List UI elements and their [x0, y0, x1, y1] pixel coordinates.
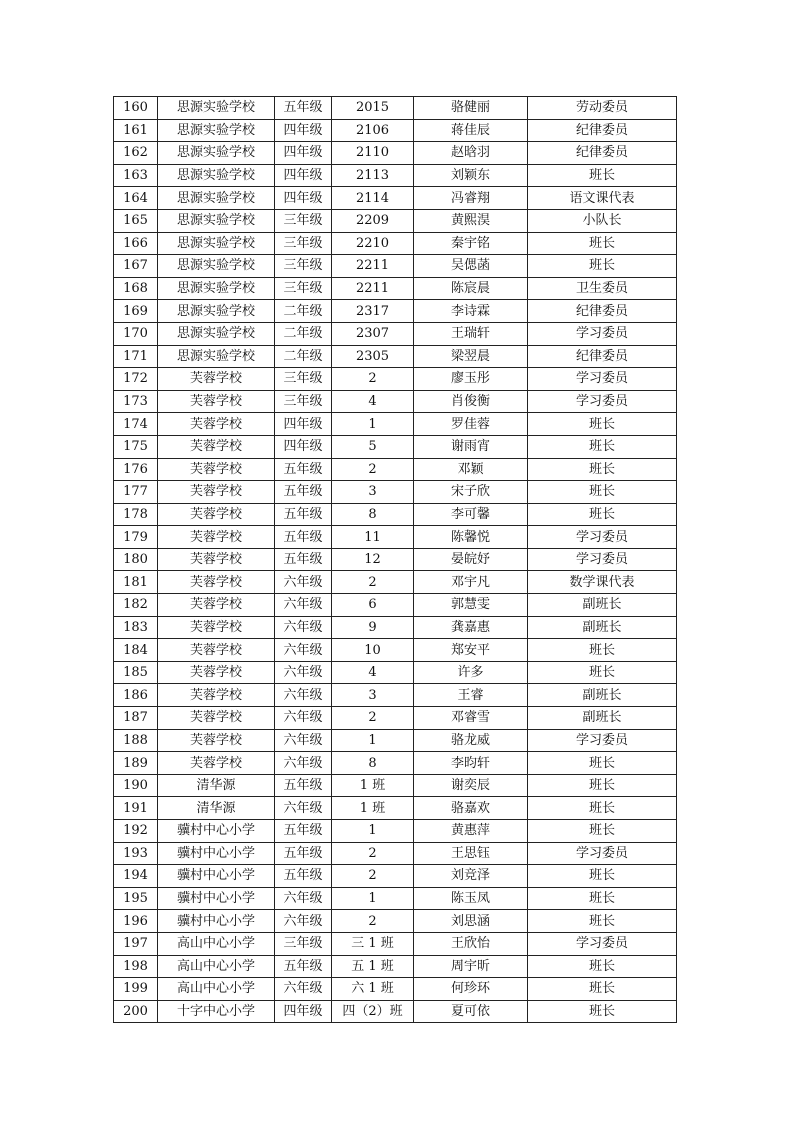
student-name-cell: 赵晗羽	[414, 142, 528, 165]
grade-cell: 四年级	[275, 164, 332, 187]
position-cell: 班长	[528, 887, 677, 910]
grade-cell: 五年级	[275, 458, 332, 481]
student-name-cell: 郭慧雯	[414, 594, 528, 617]
student-name-cell: 刘思涵	[414, 910, 528, 933]
class-cell: 1	[332, 729, 414, 752]
school-cell: 芙蓉学校	[158, 707, 275, 730]
class-cell: 1	[332, 413, 414, 436]
row-number-cell: 168	[114, 277, 158, 300]
grade-cell: 五年级	[275, 481, 332, 504]
grade-cell: 六年级	[275, 729, 332, 752]
class-cell: 2210	[332, 232, 414, 255]
school-cell: 芙蓉学校	[158, 503, 275, 526]
class-cell: 8	[332, 503, 414, 526]
student-name-cell: 陈馨悦	[414, 526, 528, 549]
position-cell: 学习委员	[528, 322, 677, 345]
row-number-cell: 162	[114, 142, 158, 165]
student-name-cell: 夏可依	[414, 1000, 528, 1023]
row-number-cell: 196	[114, 910, 158, 933]
class-cell: 2211	[332, 277, 414, 300]
position-cell: 学习委员	[528, 526, 677, 549]
school-cell: 思源实验学校	[158, 255, 275, 278]
school-cell: 思源实验学校	[158, 322, 275, 345]
class-cell: 2	[332, 458, 414, 481]
student-name-cell: 王思钰	[414, 842, 528, 865]
school-cell: 思源实验学校	[158, 97, 275, 120]
position-cell: 劳动委员	[528, 97, 677, 120]
table-row	[114, 390, 677, 413]
grade-cell: 五年级	[275, 820, 332, 843]
position-cell: 纪律委员	[528, 345, 677, 368]
student-name-cell: 廖玉彤	[414, 368, 528, 391]
row-number-cell: 165	[114, 209, 158, 232]
school-cell: 芙蓉学校	[158, 661, 275, 684]
grade-cell: 五年级	[275, 842, 332, 865]
grade-cell: 三年级	[275, 368, 332, 391]
school-cell: 骥村中心小学	[158, 910, 275, 933]
position-cell: 班长	[528, 661, 677, 684]
grade-cell: 四年级	[275, 435, 332, 458]
school-cell: 芙蓉学校	[158, 616, 275, 639]
student-roster-table	[113, 96, 677, 1023]
grade-cell: 六年级	[275, 571, 332, 594]
student-name-cell: 邓睿雪	[414, 707, 528, 730]
table-row	[114, 322, 677, 345]
table-row	[114, 616, 677, 639]
student-name-cell: 冯睿翔	[414, 187, 528, 210]
student-name-cell: 吴偲菡	[414, 255, 528, 278]
student-name-cell: 黄惠萍	[414, 820, 528, 843]
class-cell: 2307	[332, 322, 414, 345]
position-cell: 班长	[528, 458, 677, 481]
position-cell: 学习委员	[528, 729, 677, 752]
student-name-cell: 蒋佳辰	[414, 119, 528, 142]
table-row	[114, 774, 677, 797]
class-cell: 12	[332, 548, 414, 571]
school-cell: 思源实验学校	[158, 119, 275, 142]
class-cell: 五 1 班	[332, 955, 414, 978]
row-number-cell: 180	[114, 548, 158, 571]
row-number-cell: 161	[114, 119, 158, 142]
grade-cell: 六年级	[275, 797, 332, 820]
student-name-cell: 邓颖	[414, 458, 528, 481]
row-number-cell: 166	[114, 232, 158, 255]
row-number-cell: 188	[114, 729, 158, 752]
class-cell: 2	[332, 842, 414, 865]
school-cell: 十字中心小学	[158, 1000, 275, 1023]
school-cell: 清华源	[158, 774, 275, 797]
table-row	[114, 820, 677, 843]
row-number-cell: 182	[114, 594, 158, 617]
class-cell: 2114	[332, 187, 414, 210]
student-name-cell: 王瑞轩	[414, 322, 528, 345]
grade-cell: 五年级	[275, 526, 332, 549]
grade-cell: 二年级	[275, 345, 332, 368]
position-cell: 学习委员	[528, 368, 677, 391]
class-cell: 1	[332, 820, 414, 843]
table-row	[114, 842, 677, 865]
grade-cell: 三年级	[275, 277, 332, 300]
position-cell: 学习委员	[528, 548, 677, 571]
class-cell: 5	[332, 435, 414, 458]
school-cell: 骥村中心小学	[158, 887, 275, 910]
row-number-cell: 189	[114, 752, 158, 775]
position-cell: 班长	[528, 255, 677, 278]
school-cell: 芙蓉学校	[158, 368, 275, 391]
position-cell: 副班长	[528, 707, 677, 730]
position-cell: 纪律委员	[528, 119, 677, 142]
position-cell: 数学课代表	[528, 571, 677, 594]
position-cell: 班长	[528, 978, 677, 1001]
row-number-cell: 164	[114, 187, 158, 210]
row-number-cell: 185	[114, 661, 158, 684]
class-cell: 4	[332, 661, 414, 684]
student-name-cell: 刘竞泽	[414, 865, 528, 888]
class-cell: 2317	[332, 300, 414, 323]
row-number-cell: 163	[114, 164, 158, 187]
class-cell: 2015	[332, 97, 414, 120]
grade-cell: 三年级	[275, 209, 332, 232]
student-name-cell: 李可馨	[414, 503, 528, 526]
position-cell: 学习委员	[528, 932, 677, 955]
class-cell: 2305	[332, 345, 414, 368]
school-cell: 芙蓉学校	[158, 413, 275, 436]
row-number-cell: 167	[114, 255, 158, 278]
grade-cell: 五年级	[275, 97, 332, 120]
table-row	[114, 729, 677, 752]
school-cell: 芙蓉学校	[158, 481, 275, 504]
school-cell: 骥村中心小学	[158, 865, 275, 888]
class-cell: 三 1 班	[332, 932, 414, 955]
grade-cell: 六年级	[275, 616, 332, 639]
school-cell: 芙蓉学校	[158, 526, 275, 549]
position-cell: 纪律委员	[528, 142, 677, 165]
row-number-cell: 198	[114, 955, 158, 978]
position-cell: 学习委员	[528, 842, 677, 865]
table-row	[114, 187, 677, 210]
school-cell: 高山中心小学	[158, 955, 275, 978]
row-number-cell: 194	[114, 865, 158, 888]
school-cell: 思源实验学校	[158, 187, 275, 210]
table-row	[114, 97, 677, 120]
table-row	[114, 707, 677, 730]
class-cell: 8	[332, 752, 414, 775]
row-number-cell: 169	[114, 300, 158, 323]
position-cell: 卫生委员	[528, 277, 677, 300]
school-cell: 芙蓉学校	[158, 639, 275, 662]
grade-cell: 六年级	[275, 684, 332, 707]
table-row	[114, 955, 677, 978]
position-cell: 班长	[528, 232, 677, 255]
school-cell: 骥村中心小学	[158, 842, 275, 865]
position-cell: 班长	[528, 639, 677, 662]
class-cell: 2211	[332, 255, 414, 278]
student-name-cell: 谢雨宵	[414, 435, 528, 458]
table-row	[114, 571, 677, 594]
table-row	[114, 458, 677, 481]
table-row	[114, 345, 677, 368]
class-cell: 3	[332, 684, 414, 707]
table-row	[114, 368, 677, 391]
grade-cell: 六年级	[275, 639, 332, 662]
class-cell: 4	[332, 390, 414, 413]
table-row	[114, 164, 677, 187]
position-cell: 班长	[528, 797, 677, 820]
position-cell: 副班长	[528, 594, 677, 617]
position-cell: 班长	[528, 774, 677, 797]
position-cell: 班长	[528, 164, 677, 187]
grade-cell: 五年级	[275, 548, 332, 571]
grade-cell: 六年级	[275, 910, 332, 933]
class-cell: 六 1 班	[332, 978, 414, 1001]
grade-cell: 六年级	[275, 978, 332, 1001]
row-number-cell: 197	[114, 932, 158, 955]
position-cell: 纪律委员	[528, 300, 677, 323]
student-name-cell: 罗佳蓉	[414, 413, 528, 436]
table-row	[114, 503, 677, 526]
class-cell: 2110	[332, 142, 414, 165]
grade-cell: 四年级	[275, 142, 332, 165]
table-row	[114, 119, 677, 142]
school-cell: 思源实验学校	[158, 142, 275, 165]
table-row	[114, 932, 677, 955]
row-number-cell: 199	[114, 978, 158, 1001]
grade-cell: 四年级	[275, 119, 332, 142]
student-name-cell: 刘颖东	[414, 164, 528, 187]
grade-cell: 六年级	[275, 707, 332, 730]
table-row	[114, 277, 677, 300]
student-name-cell: 王欣怡	[414, 932, 528, 955]
roster-table-body	[114, 97, 677, 1023]
school-cell: 清华源	[158, 797, 275, 820]
position-cell: 班长	[528, 955, 677, 978]
school-cell: 思源实验学校	[158, 277, 275, 300]
grade-cell: 三年级	[275, 232, 332, 255]
row-number-cell: 195	[114, 887, 158, 910]
school-cell: 思源实验学校	[158, 345, 275, 368]
table-row	[114, 752, 677, 775]
grade-cell: 三年级	[275, 390, 332, 413]
row-number-cell: 177	[114, 481, 158, 504]
row-number-cell: 187	[114, 707, 158, 730]
table-row	[114, 661, 677, 684]
row-number-cell: 191	[114, 797, 158, 820]
school-cell: 思源实验学校	[158, 164, 275, 187]
grade-cell: 四年级	[275, 187, 332, 210]
student-name-cell: 骆嘉欢	[414, 797, 528, 820]
grade-cell: 二年级	[275, 322, 332, 345]
row-number-cell: 200	[114, 1000, 158, 1023]
position-cell: 副班长	[528, 616, 677, 639]
school-cell: 骥村中心小学	[158, 820, 275, 843]
school-cell: 思源实验学校	[158, 300, 275, 323]
class-cell: 10	[332, 639, 414, 662]
row-number-cell: 184	[114, 639, 158, 662]
row-number-cell: 170	[114, 322, 158, 345]
student-name-cell: 郑安平	[414, 639, 528, 662]
row-number-cell: 192	[114, 820, 158, 843]
student-name-cell: 王睿	[414, 684, 528, 707]
row-number-cell: 171	[114, 345, 158, 368]
school-cell: 芙蓉学校	[158, 435, 275, 458]
class-cell: 9	[332, 616, 414, 639]
grade-cell: 四年级	[275, 413, 332, 436]
student-name-cell: 骆龙威	[414, 729, 528, 752]
school-cell: 芙蓉学校	[158, 752, 275, 775]
table-row	[114, 978, 677, 1001]
row-number-cell: 181	[114, 571, 158, 594]
grade-cell: 五年级	[275, 774, 332, 797]
class-cell: 2113	[332, 164, 414, 187]
table-row	[114, 1000, 677, 1023]
table-row	[114, 526, 677, 549]
student-name-cell: 陈宸晨	[414, 277, 528, 300]
school-cell: 高山中心小学	[158, 932, 275, 955]
grade-cell: 五年级	[275, 955, 332, 978]
student-name-cell: 何珍环	[414, 978, 528, 1001]
school-cell: 芙蓉学校	[158, 729, 275, 752]
position-cell: 班长	[528, 910, 677, 933]
student-name-cell: 龚嘉惠	[414, 616, 528, 639]
table-row	[114, 865, 677, 888]
grade-cell: 三年级	[275, 255, 332, 278]
row-number-cell: 179	[114, 526, 158, 549]
student-name-cell: 骆健丽	[414, 97, 528, 120]
position-cell: 班长	[528, 865, 677, 888]
class-cell: 1	[332, 887, 414, 910]
row-number-cell: 174	[114, 413, 158, 436]
row-number-cell: 183	[114, 616, 158, 639]
position-cell: 副班长	[528, 684, 677, 707]
row-number-cell: 175	[114, 435, 158, 458]
table-row	[114, 548, 677, 571]
table-row	[114, 209, 677, 232]
table-row	[114, 594, 677, 617]
row-number-cell: 186	[114, 684, 158, 707]
class-cell: 11	[332, 526, 414, 549]
class-cell: 2	[332, 707, 414, 730]
table-row	[114, 797, 677, 820]
class-cell: 2209	[332, 209, 414, 232]
school-cell: 思源实验学校	[158, 232, 275, 255]
grade-cell: 六年级	[275, 661, 332, 684]
student-name-cell: 李诗霖	[414, 300, 528, 323]
row-number-cell: 172	[114, 368, 158, 391]
student-name-cell: 邓宇凡	[414, 571, 528, 594]
student-name-cell: 宋子欣	[414, 481, 528, 504]
student-name-cell: 梁翌晨	[414, 345, 528, 368]
table-row	[114, 910, 677, 933]
grade-cell: 二年级	[275, 300, 332, 323]
position-cell: 学习委员	[528, 390, 677, 413]
class-cell: 2	[332, 910, 414, 933]
position-cell: 语文课代表	[528, 187, 677, 210]
table-row	[114, 887, 677, 910]
school-cell: 芙蓉学校	[158, 548, 275, 571]
grade-cell: 五年级	[275, 503, 332, 526]
table-row	[114, 481, 677, 504]
table-row	[114, 435, 677, 458]
student-name-cell: 周宇昕	[414, 955, 528, 978]
student-name-cell: 李昀轩	[414, 752, 528, 775]
table-row	[114, 255, 677, 278]
position-cell: 班长	[528, 752, 677, 775]
class-cell: 四（2）班	[332, 1000, 414, 1023]
student-name-cell: 秦宇铭	[414, 232, 528, 255]
class-cell: 3	[332, 481, 414, 504]
class-cell: 2	[332, 571, 414, 594]
table-row	[114, 413, 677, 436]
row-number-cell: 160	[114, 97, 158, 120]
class-cell: 2106	[332, 119, 414, 142]
grade-cell: 六年级	[275, 594, 332, 617]
table-row	[114, 639, 677, 662]
position-cell: 班长	[528, 481, 677, 504]
position-cell: 班长	[528, 435, 677, 458]
grade-cell: 四年级	[275, 1000, 332, 1023]
position-cell: 班长	[528, 413, 677, 436]
class-cell: 6	[332, 594, 414, 617]
school-cell: 高山中心小学	[158, 978, 275, 1001]
position-cell: 小队长	[528, 209, 677, 232]
student-name-cell: 黄熙淏	[414, 209, 528, 232]
student-name-cell: 谢奕辰	[414, 774, 528, 797]
student-name-cell: 肖俊衡	[414, 390, 528, 413]
class-cell: 1 班	[332, 774, 414, 797]
class-cell: 2	[332, 368, 414, 391]
grade-cell: 六年级	[275, 752, 332, 775]
table-row	[114, 232, 677, 255]
school-cell: 思源实验学校	[158, 209, 275, 232]
student-name-cell: 陈玉凤	[414, 887, 528, 910]
class-cell: 1 班	[332, 797, 414, 820]
position-cell: 班长	[528, 820, 677, 843]
school-cell: 芙蓉学校	[158, 684, 275, 707]
school-cell: 芙蓉学校	[158, 594, 275, 617]
row-number-cell: 190	[114, 774, 158, 797]
grade-cell: 三年级	[275, 932, 332, 955]
row-number-cell: 193	[114, 842, 158, 865]
school-cell: 芙蓉学校	[158, 390, 275, 413]
table-row	[114, 142, 677, 165]
student-name-cell: 许多	[414, 661, 528, 684]
table-row	[114, 300, 677, 323]
class-cell: 2	[332, 865, 414, 888]
position-cell: 班长	[528, 503, 677, 526]
row-number-cell: 176	[114, 458, 158, 481]
school-cell: 芙蓉学校	[158, 458, 275, 481]
student-name-cell: 晏皖妤	[414, 548, 528, 571]
row-number-cell: 178	[114, 503, 158, 526]
school-cell: 芙蓉学校	[158, 571, 275, 594]
row-number-cell: 173	[114, 390, 158, 413]
table-row	[114, 684, 677, 707]
grade-cell: 六年级	[275, 887, 332, 910]
grade-cell: 五年级	[275, 865, 332, 888]
position-cell: 班长	[528, 1000, 677, 1023]
